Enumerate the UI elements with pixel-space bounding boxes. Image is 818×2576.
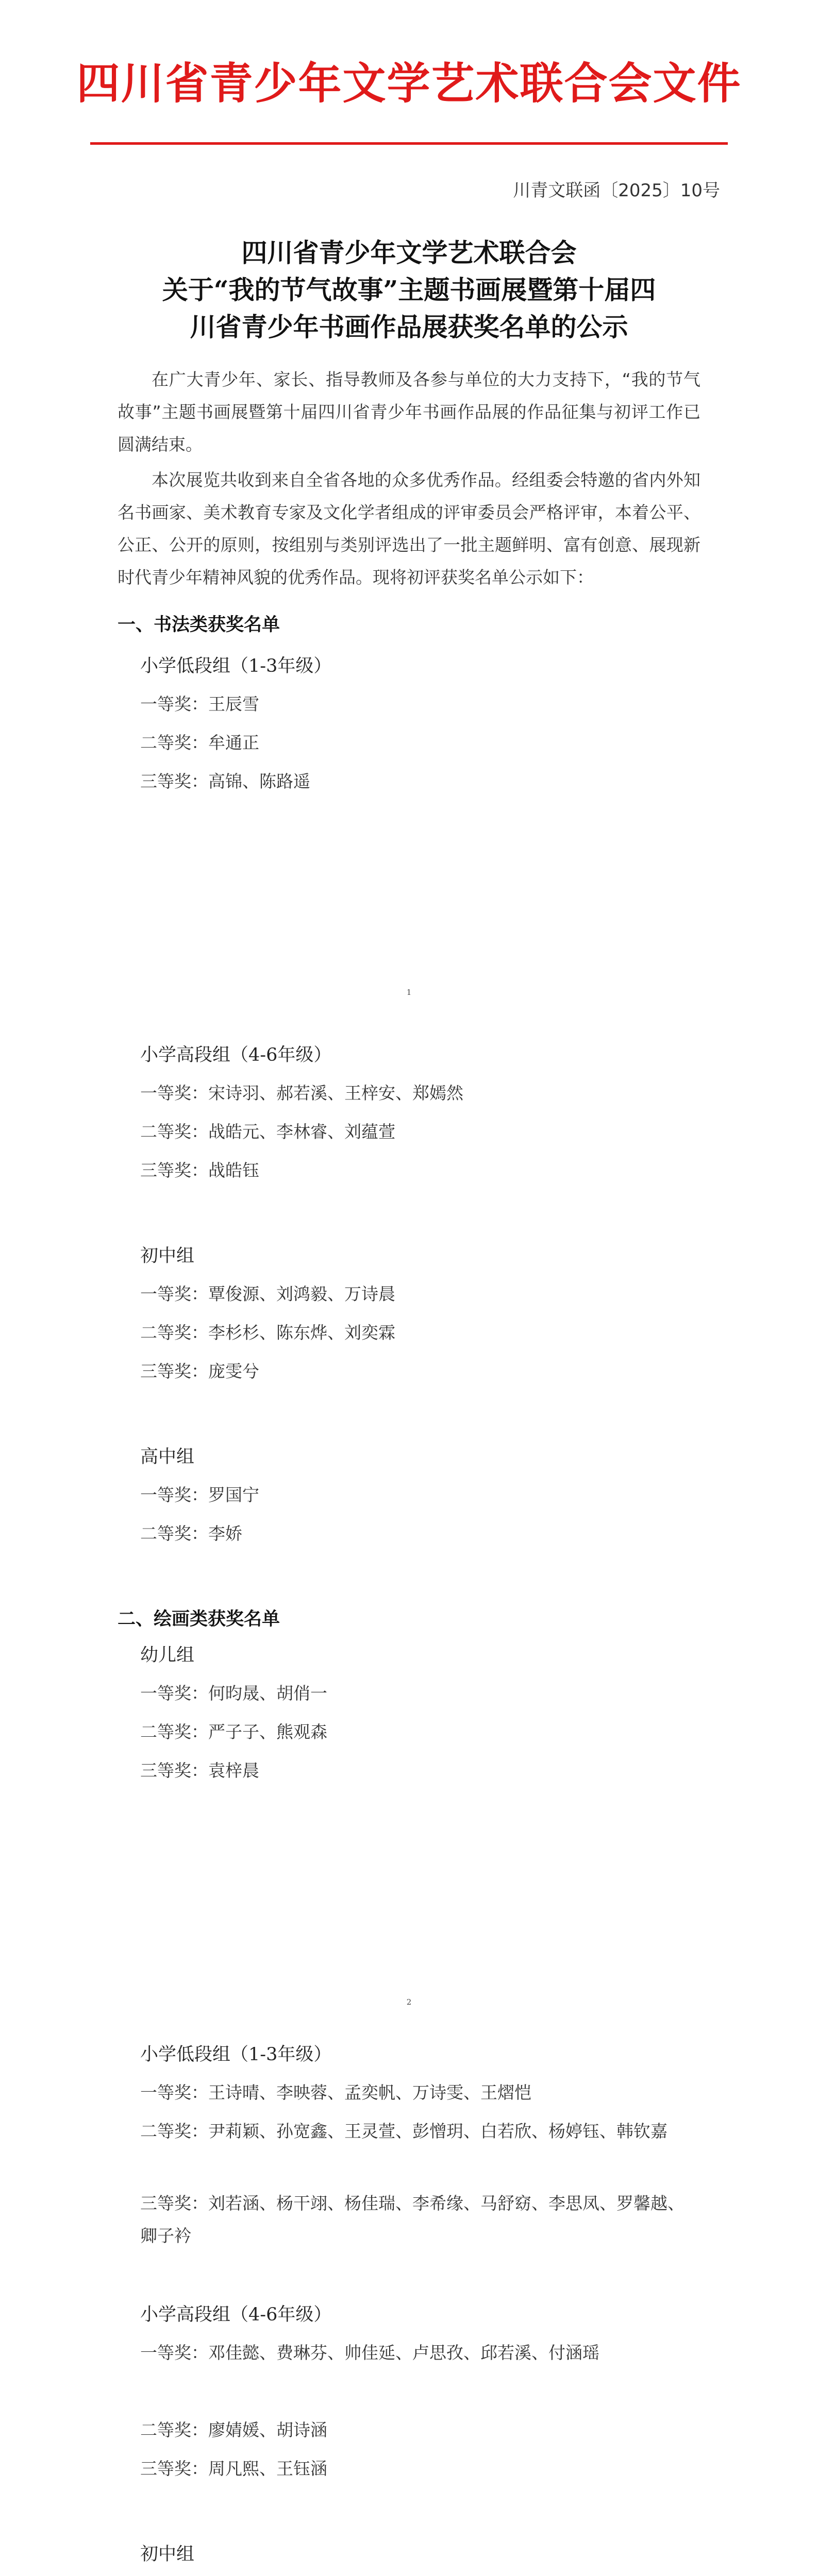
group-heading: 初中组 xyxy=(140,2544,195,2565)
award-row: 二等奖：战皓元、李林睿、刘蕴萱 xyxy=(140,1122,395,1142)
award-names: 尹莉颖、孙宽鑫、王灵萱、彭憎玥、白若欣、杨婷钰、韩钦嘉 xyxy=(208,2121,667,2141)
award-names: 周凡熙、王钰涵 xyxy=(208,2459,327,2479)
group-heading: 小学低段组（1-3年级） xyxy=(140,2044,332,2065)
group-heading: 小学高段组（4-6年级） xyxy=(140,2304,332,2325)
award-row: 三等奖：战皓钰 xyxy=(140,1160,259,1180)
page-3 xyxy=(0,2020,818,2576)
award-row: 一等奖：邓佳懿、费琳芬、帅佳延、卢思孜、邱若溪、付涵瑶 xyxy=(140,2343,599,2363)
award-names: 袁梓晨 xyxy=(208,1760,259,1781)
award-row: 三等奖：刘若涵、杨干翊、杨佳瑞、李希缘、马舒窈、李思凤、罗馨越、卿子衿 xyxy=(140,2193,685,2246)
group-heading: 小学低段组（1-3年级） xyxy=(140,656,332,676)
award-names: 宋诗羽、郝若溪、王梓安、郑嫣然 xyxy=(208,1083,463,1103)
award-row: 一等奖：宋诗羽、郝若溪、王梓安、郑嫣然 xyxy=(140,1083,463,1103)
page-1 xyxy=(0,0,818,1010)
award-names: 战皓元、李林睿、刘蕴萱 xyxy=(208,1122,395,1142)
award-names: 李娇 xyxy=(208,1523,242,1544)
award-row: 一等奖：何昀晟、胡俏一 xyxy=(140,1683,327,1703)
award-row: 三等奖：袁梓晨 xyxy=(140,1760,259,1781)
doc-number: 川青文联函〔2025〕10号 xyxy=(513,180,720,201)
award-row: 一等奖：罗国宁 xyxy=(140,1485,259,1505)
award-names: 刘若涵、杨干翊、杨佳瑞、李希缘、马舒窈、李思凤、罗馨越、卿子衿 xyxy=(140,2193,685,2246)
page-number: 2 xyxy=(406,1997,412,2007)
intro-paragraph-1: 在广大青少年、家长、指导教师及各参与单位的大力支持下，“我的节气故事”主题书画展暨第十届四川省青少年书画作品展的作品征集与初评工作已圆满结束。 xyxy=(118,369,700,454)
group-heading: 初中组 xyxy=(140,1246,195,1266)
award-names: 李杉杉、陈东烨、刘奕霖 xyxy=(208,1323,395,1343)
award-row: 一等奖：王诗晴、李映蓉、孟奕帆、万诗雯、王熠恺 xyxy=(140,2082,531,2103)
page-2 xyxy=(0,1010,818,2020)
award-row: 一等奖：王辰雪 xyxy=(140,694,259,714)
title-line-1: 四川省青少年文学艺术联合会 xyxy=(241,238,577,268)
award-row: 三等奖：周凡熙、王钰涵 xyxy=(140,2459,327,2479)
award-names: 何昀晟、胡俏一 xyxy=(208,1683,327,1703)
award-row: 二等奖：廖婧媛、胡诗涵 xyxy=(140,2420,327,2440)
award-names: 王辰雪 xyxy=(208,694,259,714)
award-names: 邓佳懿、费琳芬、帅佳延、卢思孜、邱若溪、付涵瑶 xyxy=(208,2343,599,2363)
award-names: 高锦、陈路遥 xyxy=(208,771,310,791)
intro-paragraph-2: 本次展览共收到来自全省各地的众多优秀作品。经组委会特邀的省内外知名书画家、美术教育专家及文化学者组成的评审委员会严格评审，本着公平、公正、公开的原则，按组别与类别评选出了一批主题鲜明、富有创意、展现新时代青少年精神风貌的优秀作品。现将初评获奖名单公示如下： xyxy=(118,470,700,587)
doc-title xyxy=(82,234,736,346)
group-heading: 高中组 xyxy=(140,1447,195,1467)
award-names: 廖婧媛、胡诗涵 xyxy=(208,2420,327,2440)
award-names: 罗国宁 xyxy=(208,1485,259,1505)
award-row: 一等奖：覃俊源、刘鸿毅、万诗晨 xyxy=(140,1284,395,1304)
award-row: 二等奖：尹莉颖、孙宽鑫、王灵萱、彭憎玥、白若欣、杨婷钰、韩钦嘉 xyxy=(140,2121,667,2141)
section-heading-calligraphy: 一、书法类获奖名单 xyxy=(118,615,280,635)
award-row: 二等奖：李杉杉、陈东烨、刘奕霖 xyxy=(140,1323,395,1343)
title-line-2: 关于“我的节气故事”主题书画展暨第十届四 xyxy=(162,275,656,305)
group-heading: 小学高段组（4-6年级） xyxy=(140,1045,332,1065)
award-names: 庞雯兮 xyxy=(208,1361,259,1381)
award-row: 二等奖：李娇 xyxy=(140,1523,242,1544)
award-row: 三等奖：高锦、陈路遥 xyxy=(140,771,310,791)
award-names: 覃俊源、刘鸿毅、万诗晨 xyxy=(208,1284,395,1304)
award-names: 牟通正 xyxy=(208,733,259,753)
award-row: 二等奖：严子子、熊观森 xyxy=(140,1722,327,1742)
award-names: 战皓钰 xyxy=(208,1160,259,1180)
section-heading-painting: 二、绘画类获奖名单 xyxy=(118,1609,280,1630)
title-line-3: 川省青少年书画作品展获奖名单的公示 xyxy=(190,312,628,342)
masthead: 四川省青少年文学艺术联合会文件 xyxy=(76,58,742,109)
award-names: 严子子、熊观森 xyxy=(208,1722,327,1742)
page-number: 1 xyxy=(406,988,412,997)
group-heading: 幼儿组 xyxy=(140,1645,195,1666)
award-row: 三等奖：庞雯兮 xyxy=(140,1361,259,1381)
award-names: 王诗晴、李映蓉、孟奕帆、万诗雯、王熠恺 xyxy=(208,2082,531,2103)
red-divider xyxy=(90,142,728,145)
award-row: 二等奖：牟通正 xyxy=(140,733,259,753)
